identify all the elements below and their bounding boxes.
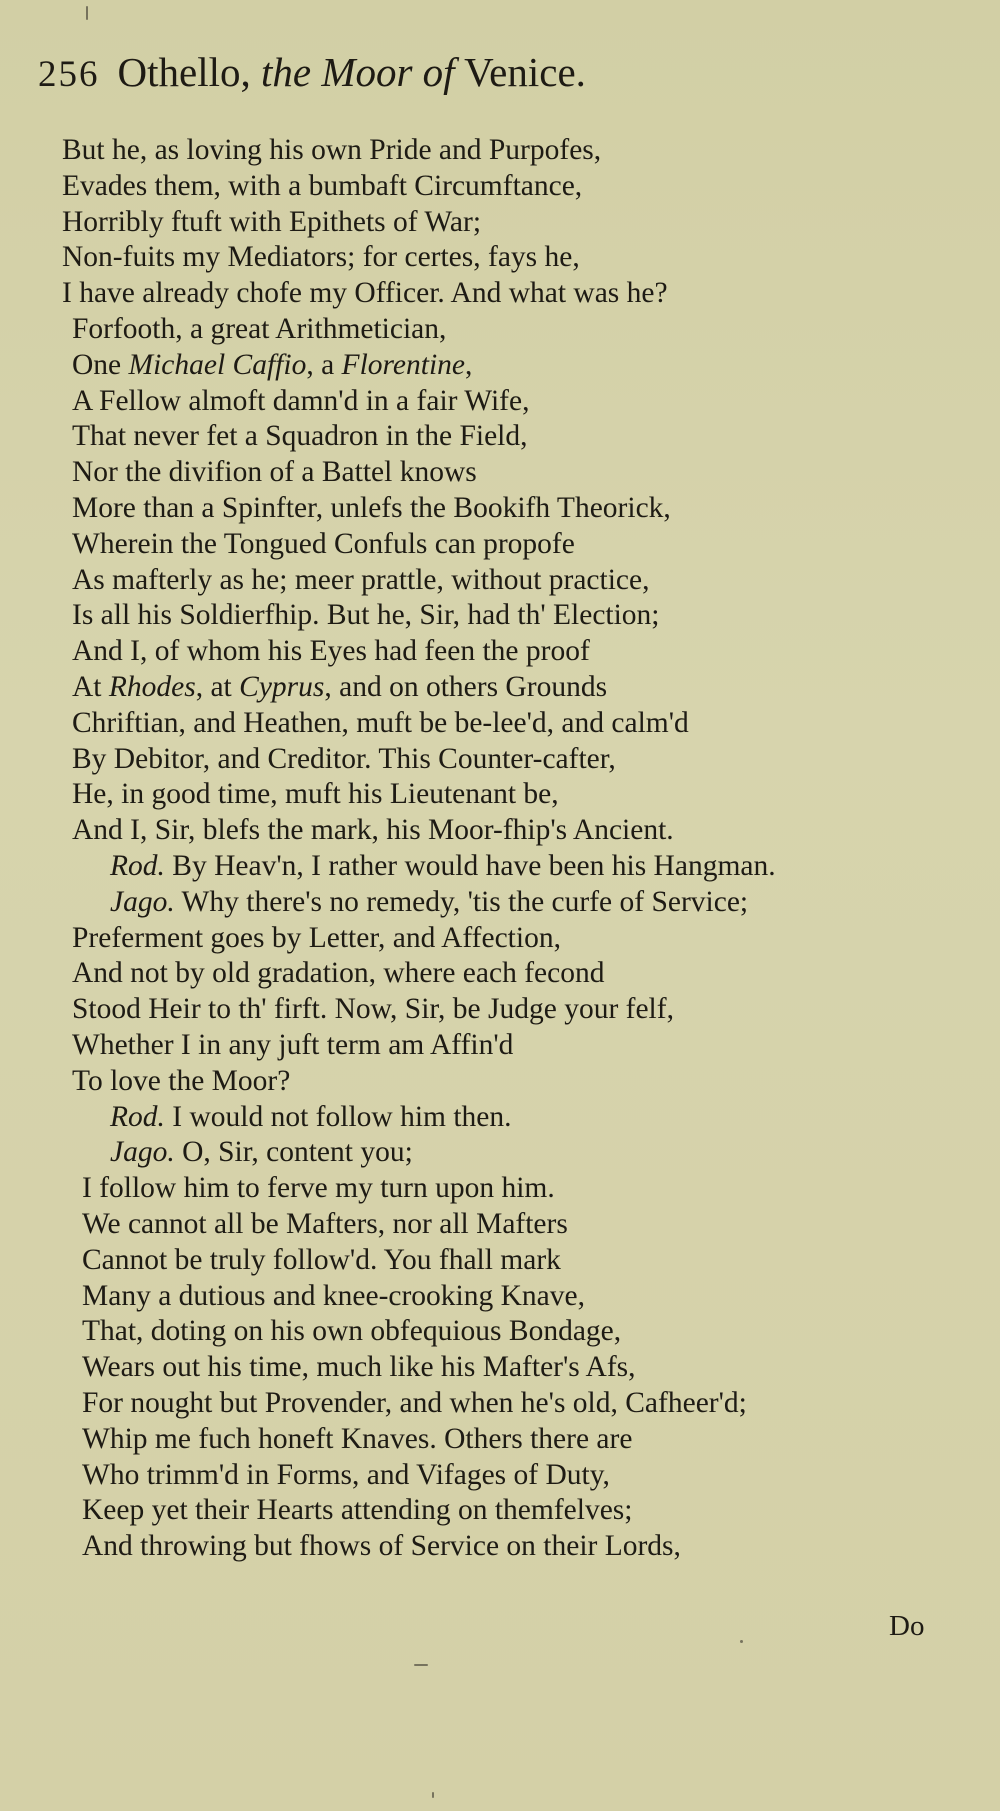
italic-text: Rhodes [108,671,196,703]
line-text: One [72,349,129,381]
line-text: I would not follow him then. [164,1101,512,1133]
italic-text: Rod. [110,850,165,882]
line-text: That never fet a Squadron in the Field, [72,420,528,452]
verse-line [82,1461,610,1491]
line-text: Is all his Soldierfhip. But he, Sir, had th' Election; [72,599,660,631]
verse-line [62,243,580,273]
line-text: He, in good time, muft his Lieutenant be, [72,778,559,810]
line-text: Chriftian, and Heathen, muft be be-lee'd, and calm'd [72,707,689,739]
paper-speck [740,1640,743,1643]
verse-line [82,1496,632,1526]
line-text: Non-fuits my Mediators; for certes, fays he, [62,241,580,273]
verse-line [82,1389,747,1419]
verse-line [72,780,559,810]
line-text: , at [195,671,240,703]
line-text: And not by old gradation, where each fecond [72,957,605,989]
line-text: And I, of whom his Eyes had feen the proof [72,635,590,667]
line-text: At [72,671,109,703]
line-text: I follow him to ferve my turn upon him. [82,1172,555,1204]
verse-line [72,709,689,739]
line-text: Forfooth, a great Arithmetician, [72,313,447,345]
verse-line [72,530,575,560]
line-text: That, doting on his own obfequious Bondage, [82,1315,622,1347]
line-text: More than a Spinfter, unlefs the Bookifh Theorick, [72,492,671,524]
line-text: By Debitor, and Creditor. This Counter-cafter, [72,743,616,775]
verse-line [72,995,674,1025]
verse-line [62,208,481,238]
running-header [38,49,586,95]
line-text: Stood Heir to th' firft. Now, Sir, be Judge your felf, [72,993,674,1025]
line-text: Nor the divifion of a Battel knows [72,456,477,488]
line-text: A Fellow almoft damn'd in a fair Wife, [72,385,530,417]
verse-line [82,1532,681,1562]
verse-line [62,136,601,166]
line-text: , [464,349,473,381]
line-text: As mafterly as he; meer prattle, without practice, [72,564,650,596]
verse-line [110,1103,512,1133]
verse-line [110,1138,413,1168]
verse-line [82,1174,555,1204]
verse-line [72,1031,513,1061]
verse-line [72,637,590,667]
line-text: But he, as loving his own Pride and Purpofes, [62,134,602,166]
verse-line [82,1317,621,1347]
italic-text: Florentine [341,349,465,381]
verse-line [82,1353,636,1383]
verse-line [62,279,668,309]
verse-line [82,1425,632,1455]
verse-line [110,852,776,882]
line-text: Wears out his time, much like his Mafter's Afs, [82,1351,636,1383]
line-text: Preferment goes by Letter, and Affection, [72,922,561,954]
header-title-play: Othello, [117,49,251,95]
verse-line [72,745,616,775]
paper-speck [432,1792,434,1798]
verse-line [72,673,607,703]
verse-line [72,816,674,846]
header-title-city: Venice. [464,49,586,95]
verse-line [72,422,527,452]
line-text: Why there's no remedy, 'tis the curfe of Service; [174,886,749,918]
verse-line [72,315,446,345]
line-text: To love the Moor? [72,1065,291,1097]
verse-line [110,888,748,918]
italic-text: Rod. [110,1101,165,1133]
line-text: O, Sir, content you; [174,1136,413,1168]
verse-line [72,458,477,488]
header-title-italic: the Moor of [260,49,455,95]
line-text: By Heav'n, I rather would have been his Hangman. [164,850,776,882]
line-text: Wherein the Tongued Confuls can propofe [72,528,575,560]
line-text: , and on others Grounds [324,671,608,703]
verse-line [72,566,649,596]
line-text: Evades them, with a bumbaft Circumftance, [62,170,583,202]
verse-line [82,1282,585,1312]
verse-line [72,387,529,417]
line-text: Keep yet their Hearts attending on themfelves; [82,1494,633,1526]
line-text: , a [306,349,342,381]
verse-line [72,959,604,989]
paper-speck [414,1664,428,1666]
line-text: Many a dutious and knee-crooking Knave, [82,1280,585,1312]
italic-text: Jago. [110,1136,175,1168]
line-text: And I, Sir, blefs the mark, his Moor-fhip's Ancient. [72,814,674,846]
verse-line [72,1067,290,1097]
line-text: And throwing but fhows of Service on their Lords, [82,1530,681,1562]
line-text: Who trimm'd in Forms, and Vifages of Duty, [82,1459,610,1491]
italic-text: Cyprus [239,671,325,703]
italic-text: Michael Caffio [128,349,307,381]
catchword: Do [889,1610,925,1642]
line-text: Cannot be truly follow'd. You fhall mark [82,1244,561,1276]
line-text: Whether I in any juft term am Affin'd [72,1029,514,1061]
verse-line [72,924,561,954]
line-text: Whip me fuch honeft Knaves. Others there are [82,1423,633,1455]
paper-speck [86,6,88,20]
verse-line [82,1210,568,1240]
verse-line [72,601,660,631]
verse-line [62,172,582,202]
verse-line [72,494,671,524]
line-text: I have already chofe my Officer. And what was he? [62,277,668,309]
line-text: For nought but Provender, and when he's old, Cafheer'd; [82,1387,747,1419]
page-number: 256 [38,54,100,95]
italic-text: Jago. [110,886,175,918]
verse-line [72,351,472,381]
line-text: We cannot all be Mafters, nor all Mafters [82,1208,568,1240]
line-text: Horribly ftuft with Epithets of War; [62,206,482,238]
verse-line [82,1246,561,1276]
